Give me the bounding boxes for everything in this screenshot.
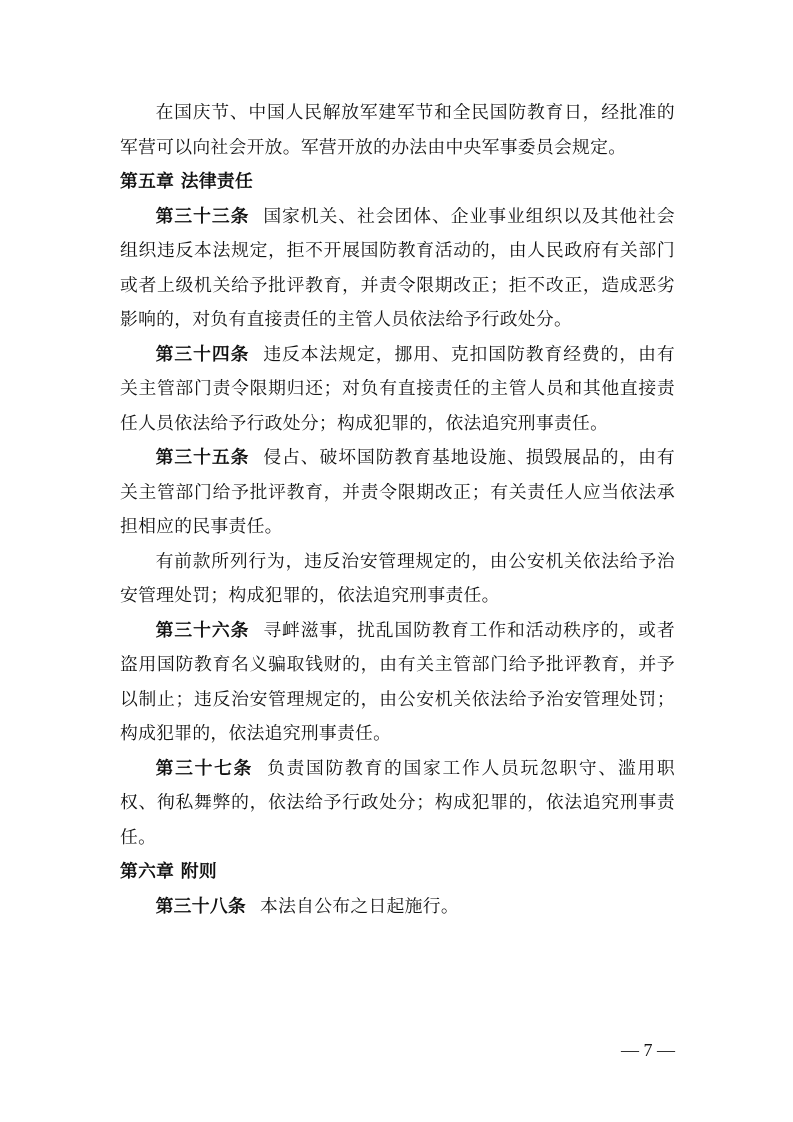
article-33 [120,200,675,338]
chapter-heading-5: 第五章 法律责任 [120,171,254,192]
paragraph-text: 在国庆节、中国人民解放军建军节和全民国防教育日，经批准的军营可以向社会开放。军营开放的办法由中央军事委员会规定。 [120,102,675,158]
paragraph-text: 有前款所列行为，违反治安管理规定的，由公安机关依法给予治安管理处罚；构成犯罪的，依法追究刑事责任。 [120,550,675,606]
article-38 [120,890,675,925]
chapter-heading-6: 第六章 附则 [120,861,217,882]
article-text: 本法自公布之日起施行。 [260,895,459,917]
article-number: 第三十八条 [155,895,247,917]
paragraph-barracks-open [120,96,675,165]
page-number: — 7 — [621,1040,675,1060]
article-36 [120,614,675,752]
document-body [120,96,675,924]
article-text: 侵占、破坏国防教育基地设施、损毁展品的，由有关主管部门给予批评教育，并责令限期改正；有关责任人应当依法承担相应的民事责任。 [120,447,675,537]
article-34 [120,338,675,442]
article-37 [120,752,675,856]
article-35 [120,441,675,545]
article-number: 第三十三条 [155,205,250,227]
article-35-paragraph-2 [120,545,675,614]
article-number: 第三十六条 [155,619,250,641]
article-text: 负责国防教育的国家工作人员玩忽职守、滥用职权、徇私舞弊的，依法给予行政处分；构成犯罪的，依法追究刑事责任。 [120,757,675,848]
article-number: 第三十四条 [155,343,250,365]
article-number: 第三十七条 [155,757,254,779]
article-text: 违反本法规定，挪用、克扣国防教育经费的，由有关主管部门责令限期归还；对负有直接责任的主管人员和其他直接责任人员依法给予行政处分；构成犯罪的，依法追究刑事责任。 [120,343,675,434]
article-number: 第三十五条 [155,447,250,468]
article-text: 国家机关、社会团体、企业事业组织以及其他社会组织违反本法规定，拒不开展国防教育活动的，由人民政府有关部门或者上级机关给予批评教育，并责令限期改正；拒不改正，造成恶劣影响的，对负有直接责任的主管人员依法给予行政处分。 [120,205,675,330]
article-text: 寻衅滋事，扰乱国防教育工作和活动秩序的，或者盗用国防教育名义骗取钱财的，由有关主管部门给予批评教育，并予以制止；违反治安管理规定的，由公安机关依法给予治安管理处罚；构成犯罪的，依法追究刑事责任。 [120,619,675,744]
